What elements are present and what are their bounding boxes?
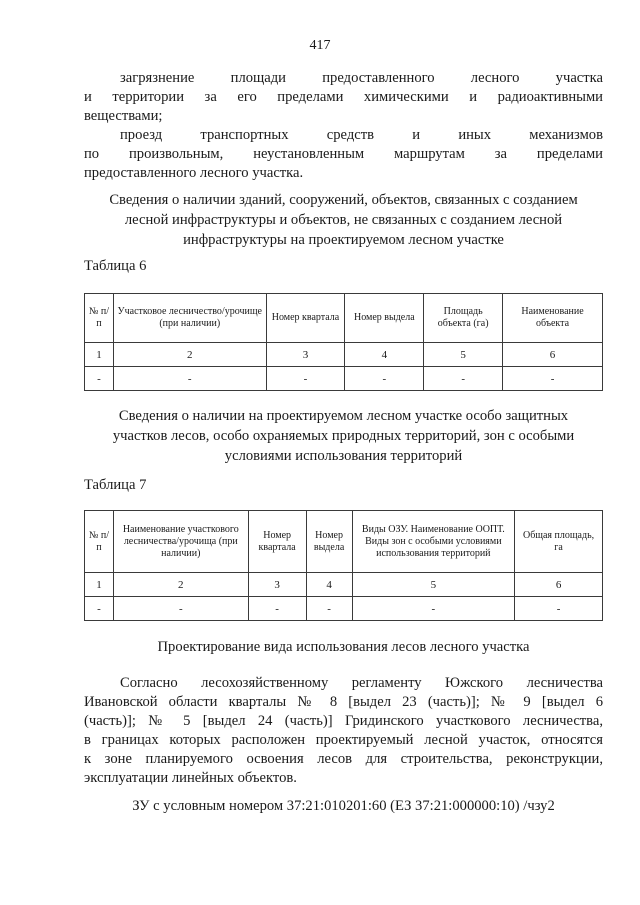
cell: - xyxy=(352,597,515,621)
cell: - xyxy=(503,367,603,391)
table7-label: Таблица 7 xyxy=(84,477,147,493)
cell: 4 xyxy=(345,343,424,367)
usage-paragraph xyxy=(84,674,603,788)
header-cell: Номер выдела xyxy=(306,511,352,573)
cell: - xyxy=(113,597,248,621)
page-number: 417 xyxy=(309,38,331,53)
usage-heading: Проектирование вида использования лесов лесного участка xyxy=(157,639,530,655)
cell: - xyxy=(515,597,603,621)
cell: 6 xyxy=(515,573,603,597)
land-plot-identifier: ЗУ с условным номером 37:21:010201:60 (ЕЗ 37:21:000000:10) /чзу2 xyxy=(132,798,555,814)
table-6 xyxy=(84,293,603,391)
section6-heading: Сведения о наличии зданий, сооружений, объектов, связанных с созданием лесной инфраструктуры и объектов, не связанных с созданием лесной инфраструктуры на проектируемом лесном участке xyxy=(109,192,578,248)
table-header-row xyxy=(85,294,603,343)
cell: - xyxy=(424,367,503,391)
table-number-row xyxy=(85,343,603,367)
table-number-row xyxy=(85,573,603,597)
text-line: веществами; xyxy=(84,108,163,124)
table6-label: Таблица 6 xyxy=(84,258,147,274)
cell: 3 xyxy=(248,573,306,597)
text-line: загрязнение площади предоставленного лесного участка xyxy=(120,70,603,86)
cell: 2 xyxy=(113,343,266,367)
cell: 1 xyxy=(85,343,114,367)
header-cell: Номер квартала xyxy=(266,294,345,343)
cell: 5 xyxy=(424,343,503,367)
header-cell: № п/п xyxy=(85,511,114,573)
text-line: проезд транспортных средств и иных механизмов xyxy=(120,127,603,143)
cell: - xyxy=(85,367,114,391)
cell: - xyxy=(306,597,352,621)
header-cell: Площадь объекта (га) xyxy=(424,294,503,343)
header-cell: № п/п xyxy=(85,294,114,343)
text-line: к зоне планируемого освоения лесов для строительства, реконструкции, xyxy=(84,751,603,767)
cell: 5 xyxy=(352,573,515,597)
text-line: предоставленного лесного участка. xyxy=(84,165,304,181)
cell: 6 xyxy=(503,343,603,367)
text-line: по произвольным, неустановленным маршрутам за пределами xyxy=(84,146,603,162)
header-cell: Участковое лесничество/урочище (при наличии) xyxy=(113,294,266,343)
cell: - xyxy=(266,367,345,391)
text-line: эксплуатации линейных объектов. xyxy=(84,770,297,786)
text-line: и территории за его пределами химическими и радиоактивными xyxy=(84,89,603,105)
text-line: Ивановской области кварталы № 8 [выдел 23 (часть)]; № 9 [выдел 6 xyxy=(84,694,603,710)
section7-heading: Сведения о наличии на проектируемом лесном участке особо защитных участков лесов, особо охраняемых природных территорий, зон с особыми условиями использования территорий xyxy=(112,408,575,464)
header-cell: Наименование участкового лесничества/урочища (при наличии) xyxy=(113,511,248,573)
table-row xyxy=(85,367,603,391)
text-line: (часть)]; № 5 [выдел 24 (часть)] Гридинского участкового лесничества, xyxy=(84,713,603,729)
header-cell: Наименование объекта xyxy=(503,294,603,343)
header-cell: Номер выдела xyxy=(345,294,424,343)
cell: - xyxy=(345,367,424,391)
intro-paragraph-vehicles xyxy=(84,126,603,183)
table-row xyxy=(85,597,603,621)
cell: 2 xyxy=(113,573,248,597)
text-line: Согласно лесохозяйственному регламенту Южского лесничества xyxy=(120,675,603,691)
header-cell: Номер квартала xyxy=(248,511,306,573)
cell: 3 xyxy=(266,343,345,367)
intro-paragraph-pollution xyxy=(84,69,603,126)
table-7 xyxy=(84,510,603,621)
cell: - xyxy=(113,367,266,391)
header-cell: Виды ОЗУ. Наименование ООПТ. Виды зон с особыми условиями использования территорий xyxy=(352,511,515,573)
table-header-row xyxy=(85,511,603,573)
text-line: в границах которых расположен проектируемый лесной участок, относятся xyxy=(84,732,603,748)
cell: - xyxy=(248,597,306,621)
cell: 4 xyxy=(306,573,352,597)
header-cell: Общая площадь, га xyxy=(515,511,603,573)
cell: 1 xyxy=(85,573,114,597)
cell: - xyxy=(85,597,114,621)
